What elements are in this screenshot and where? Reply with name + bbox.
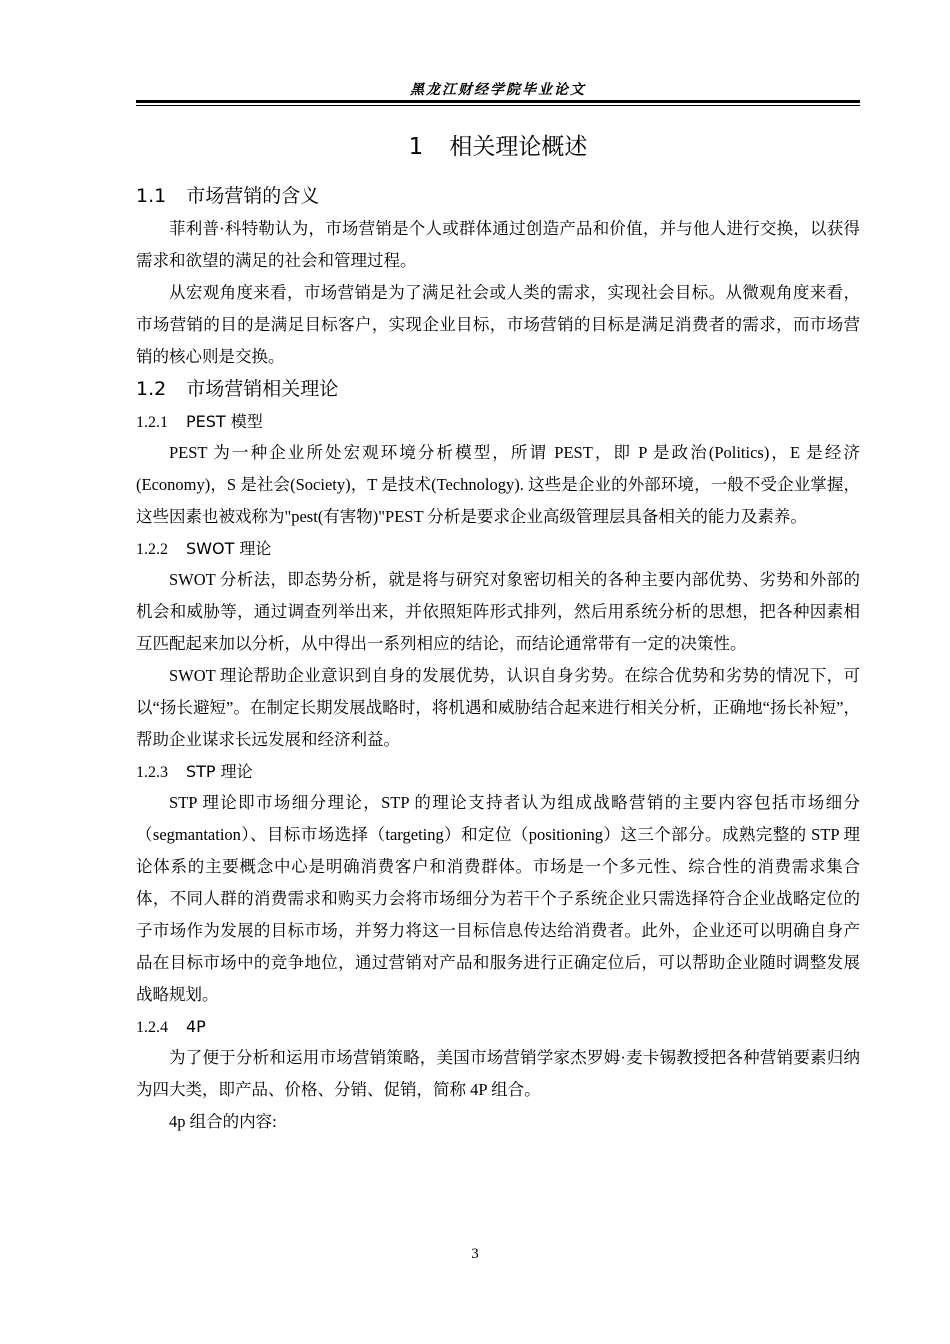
chapter-title — [136, 128, 860, 166]
subsection-title: STP 理论 — [186, 762, 253, 781]
subsection-heading — [136, 533, 860, 564]
section-title: 市场营销的含义 — [186, 185, 320, 207]
page-content — [136, 128, 860, 1138]
paragraph: 为了便于分析和运用市场营销策略，美国市场营销学家杰罗姆·麦卡锡教授把各种营销要素归纳为四大类，即产品、价格、分销、促销，简称 4P 组合。 — [136, 1048, 860, 1099]
section-heading — [136, 373, 860, 406]
chapter-title-text: 相关理论概述 — [449, 134, 588, 160]
subsection-number: 1.2.4 — [136, 1019, 168, 1036]
page-number: 3 — [471, 1246, 479, 1262]
paragraph: SWOT 分析法，即态势分析，就是将与研究对象密切相关的各种主要内部优势、劣势和外部的机会和威胁等，通过调查列举出来，并依照矩阵形式排列，然后用系统分析的思想，把各种因素相互匹配起来加以分析，从中得出一系列相应的结论，而结论通常带有一定的决策性。 — [136, 570, 860, 653]
section-heading — [136, 180, 860, 213]
paragraph: STP 理论即市场细分理论，STP 的理论支持者认为组成战略营销的主要内容包括市场细分（segmantation）、目标市场选择（targeting）和定位（positioning）这三个部分。成熟完整的 STP 理论体系的主要概念中心是明确消费客户和消费群体。市场是一个多元性、综合性的消费需求集合体，不同人群的消费需求和购买力会将市场细分为若干个子系统企业只需选择符合企业战略定位的子市场作为发展的目标市场，并努力将这一目标信息传达给消费者。此外，企业还可以明确自身产品在目标市场中的竞争地位，通过营销对产品和服务进行正确定位后，可以帮助企业随时调整发展战略规划。 — [136, 793, 860, 1004]
subsection-title: SWOT 理论 — [186, 539, 272, 558]
subsection-heading — [136, 406, 860, 437]
chapter-number: 1 — [408, 134, 424, 160]
subsection-number: 1.2.3 — [136, 764, 168, 781]
subsection-title: PEST 模型 — [186, 412, 263, 431]
subsection-title: 4P — [186, 1017, 206, 1036]
page-header: 黑龙江财经学院毕业论文 — [410, 82, 586, 98]
paragraph: 从宏观角度来看，市场营销是为了满足社会或人类的需求，实现社会目标。从微观角度来看，市场营销的目的是满足目标客户，实现企业目标，市场营销的目标是满足消费者的需求，而市场营销的核心则是交换。 — [136, 283, 860, 366]
subsection-number: 1.2.1 — [136, 414, 168, 431]
paragraph: 菲利普·科特勒认为，市场营销是个人或群体通过创造产品和价值，并与他人进行交换，以获得需求和欲望的满足的社会和管理过程。 — [136, 219, 860, 270]
paragraph: SWOT 理论帮助企业意识到自身的发展优势，认识自身劣势。在综合优势和劣势的情况下，可以“扬长避短”。在制定长期发展战略时，将机遇和威胁结合起来进行相关分析，正确地“扬长补短”，帮助企业谋求长远发展和经济利益。 — [136, 666, 860, 749]
subsection-heading — [136, 1011, 860, 1042]
header-rule-thick — [136, 100, 860, 103]
header-rule-thin — [136, 105, 860, 106]
section-number: 1.1 — [136, 185, 167, 207]
section-title: 市场营销相关理论 — [186, 378, 339, 400]
subsection-heading — [136, 756, 860, 787]
section-number: 1.2 — [136, 378, 167, 400]
paragraph: 4p 组合的内容: — [169, 1112, 277, 1131]
subsection-number: 1.2.2 — [136, 541, 168, 558]
paragraph: PEST 为一种企业所处宏观环境分析模型，所谓 PEST，即 P 是政治(Politics)，E 是经济(Economy)，S 是社会(Society)，T 是技术(Technology). 这些是企业的外部环境，一般不受企业掌握，这些因素也被戏称为"pest(有害物)"PEST 分析是要求企业高级管理层具备相关的能力及素养。 — [136, 443, 860, 526]
